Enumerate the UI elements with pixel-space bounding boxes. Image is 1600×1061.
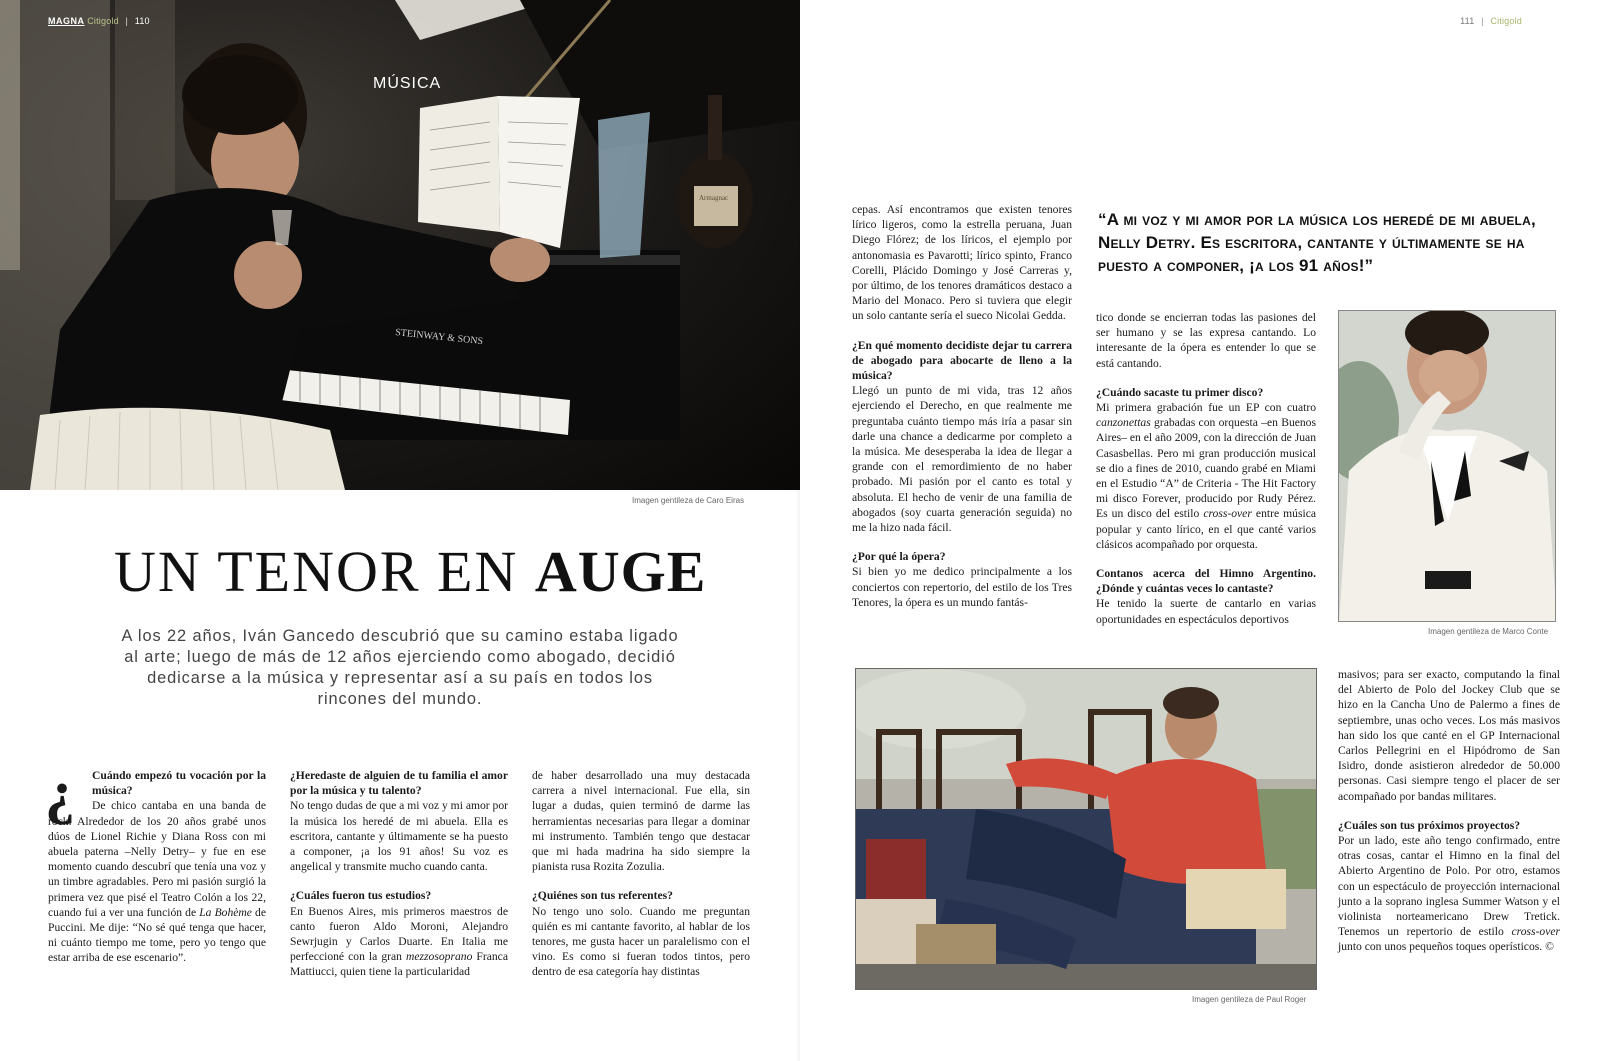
pull-quote: “A mi voz y mi amor por la música los heredé de mi abuela, Nelly Detry. Es escritora, cantante y últimamente se ha puesto a componer, ¡a los 91 años!” (1098, 210, 1536, 275)
answer: He tenido la suerte de cantarlo en varias oportunidades en espectáculos deportivos (1096, 597, 1316, 626)
article-column-5 (1096, 310, 1316, 627)
folio-page-number: 110 (134, 16, 150, 26)
answer: No tengo dudas de que a mi voz y mi amor por la música los heredé de mi abuela. Ella es escritora, cantante y últimamente se ha puesto a componer, ¡a los 91 años! Su voz es angelical y transmite mucho cuando canta. (290, 799, 508, 874)
folio-right: 111 | Citigold (1460, 16, 1522, 26)
question: ¿Por qué la ópera? (852, 550, 946, 564)
question: ¿Cuáles fueron tus estudios? (290, 889, 432, 903)
answer: Llegó un punto de mi vida, tras 12 años ejerciendo el Derecho, en que realmente me preguntaba cuánto tiempo más iría a pasar sin darle una chance a dedicarme por completo a la música. Me desesperaba la idea de llegar a grande con el remordimiento de no haber probado. Mi pasión por el canto es total y absoluta. El hecho de venir de una familia de abogados (soy cuarta generación seguida) no me la hizo nada fácil. (852, 384, 1072, 535)
folio-page-number: 111 (1460, 16, 1475, 26)
answer: de haber desarrollado una muy destacada carrera a nivel internacional. Fue ella, sin lugar a dudas, quien terminó de darme las herramientas necesarias para llegar a dominar mi instrumento. También tengo que destacar que mi hada madrina ha sido siempre la pianista rusa Rozita Zozulia. (532, 769, 750, 874)
folio-left: MAGNA Citigold | 110 (48, 16, 150, 26)
answer: Si bien yo me dedico principalmente a los conciertos con repertorio, del estilo de los Tres Tenores, la ópera es un mundo fantás- (852, 565, 1072, 609)
piano-brand: STEINWAY & SONS (394, 327, 484, 348)
article-column-6 (1338, 667, 1560, 955)
answer: Mi primera grabación fue un EP con cuatro canzonettas grabadas con orquesta –en Buenos Aires– en el año 2009, con la dirección de Juan Casasbellas. Pero mi gran producción musical se dio a fines de 2010, cuando grabé en Miami en el Estudio “A” de Criteria - The Hit Factory mi disco Forever, producido por Rudy Pérez. Es un disco del estilo cross-over entre música popular y canto lírico, en el que canté varios clásicos acompañado por orquesta. (1096, 401, 1317, 551)
answer: De chico cantaba en una banda de rock. Alrededor de los 20 años grabé unos dúos de Lionel Richie y Diana Ross con mi abuela paterna –Nelly Detry– y fue en ese momento cuando descubrí que tenía una voz y un timbre agradables. Pero mi pasión surgió la primera vez que pisé el Teatro Colón a los 22, cuando fui a ver una función de La Bohème de Puccini. Me dije: “No sé qué tenga que hacer, ni cuánto tiempo me tome, pero yo tengo que estar arriba de ese escenario”. (48, 799, 266, 965)
answer: En Buenos Aires, mis primeros maestros de canto fueron Aldo Moroni, Alejandro Sewrjugin y Carlos Duarte. En Italia me perfeccioné con la gran mezzosoprano Franca Mattiucci, quien tiene la particularidad (290, 904, 508, 979)
section-label: MÚSICA (373, 75, 442, 92)
question: ¿Quiénes son tus referentes? (532, 889, 673, 903)
question: ¿Heredaste de alguien de tu familia el amor por la música y tu talento? (290, 769, 508, 798)
article-column-2 (290, 768, 508, 980)
question: ¿Cuándo sacaste tu primer disco? (1096, 385, 1264, 399)
answer: No tengo uno solo. Cuando me preguntan quién es mi cantante favorito, al hablar de los tenores, me gusta hacer un paralelismo con el vino. Es como si fueran todos tintos, pero dentro de esa categoría hay distintas (532, 904, 750, 979)
hero-photo-tenor-at-piano (0, 0, 800, 490)
portrait-illustration (1339, 311, 1556, 622)
answer: tico donde se encierran todas las pasiones del ser humano y se las expresa cantando. Lo interesante de la ópera es entender lo que se está cantando. (1096, 311, 1316, 370)
page-title (114, 538, 706, 605)
question: Cuándo empezó tu vocación por la música? (92, 769, 266, 798)
sofa-illustration (856, 669, 1317, 990)
hero-illustration (0, 0, 800, 490)
article-column-3 (532, 768, 750, 980)
hero-photo-credit: Imagen gentileza de Caro Eiras (632, 496, 745, 505)
folio-edition: Citigold (1490, 16, 1522, 26)
title-light: UN TENOR EN (114, 539, 519, 604)
sofa-photo-credit: Imagen gentileza de Paul Roger (1192, 995, 1307, 1004)
portrait-photo-credit: Imagen gentileza de Marco Conte (1428, 627, 1549, 636)
answer: Por un lado, este año tengo confirmado, entre otras cosas, cantar el Himno en la final del Abierto Argentino de Polo. Por otro, estamos con un espectáculo de proyección internacional junto a la soprano inglesa Summer Watson y el violinista norteamericano Drew Tretick. Tenemos un repertorio de estilo cross-over junto con unos pequeños toques operísticos. © (1338, 834, 1560, 954)
lead-paragraph: A los 22 años, Iván Gancedo descubrió que su camino estaba ligado al arte; luego de más de 12 años ejerciendo como abogado, decidió dedicarse a la música y representar así a su país en todos los rincones del mundo. (121, 627, 679, 708)
question: ¿Cuáles son tus próximos proyectos? (1338, 818, 1521, 832)
article-column-1 (48, 768, 266, 966)
answer: masivos; para ser exacto, computando la final del Abierto de Polo del Jockey Club que se hizo en la Cancha Uno de Palermo a fines de septiembre, unas ocho veces. Los más masivos han sido los que canté en el GP Internacional Carlos Pellegrini en el Hipódromo de San Isidro, donde asistieron alrededor de 50.000 personas. Casi siempre tengo el placer de ser acompañado por bandas militares. (1338, 668, 1560, 803)
article-column-4 (852, 202, 1072, 610)
folio-edition: Citigold (87, 16, 119, 26)
end-mark: © (1545, 940, 1554, 954)
portrait-photo-white-tuxedo (1338, 310, 1556, 622)
sofa-photo-red-sweater (855, 668, 1317, 990)
answer: cepas. Así encontramos que existen tenores lírico ligeros, como la estrella peruana, Juan Diego Flórez; de los líricos, el ejemplo por antonomasia es Pavarotti; lírico spinto, Franco Corelli, Plácido Domingo y José Carreras y, por último, de los tenores dramáticos destaco a Mario del Monaco. Pero si tuviera que elegir un solo cantante sería el sueco Nicolai Gedda. (852, 203, 1072, 323)
magazine-brand: MAGNA (48, 16, 85, 26)
title-bold: AUGE (534, 539, 707, 604)
question: ¿En qué momento decidiste dejar tu carrera de abogado para abocarte de lleno a la música? (852, 338, 1072, 383)
drop-cap: ¿ (45, 759, 75, 825)
bottle-label: Armagnac (699, 194, 729, 202)
question: Contanos acerca del Himno Argentino. ¿Dónde y cuántas veces lo cantaste? (1096, 567, 1316, 596)
